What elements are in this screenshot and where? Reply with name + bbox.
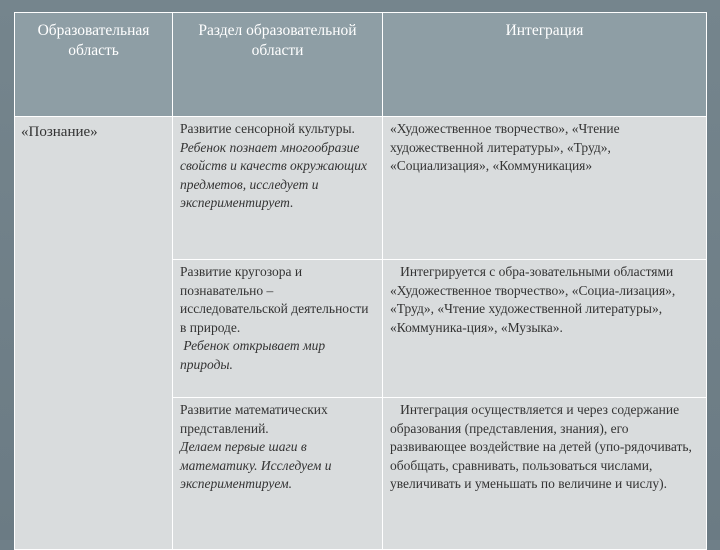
integration-cell: «Художественное творчество», «Чтение художественной литературы», «Труд», «Социализация», «Коммуникация»: [383, 117, 707, 260]
section-note: Ребенок открывает мир природы.: [180, 338, 329, 372]
section-cell: [173, 117, 383, 260]
section-title: Развитие математических представлений.: [180, 402, 328, 436]
header-area: Образовательная область: [15, 13, 173, 117]
area-cell: «Познание»: [15, 117, 173, 550]
section-note: Делаем первые шаги в математику. Исследуем и экспериментируем.: [180, 439, 332, 492]
section-note: Ребенок познает многообразие свойств и качеств окружающих предметов, исследует и экспериментирует.: [180, 139, 367, 211]
header-integration: Интеграция: [383, 13, 707, 117]
section-cell: [173, 398, 383, 550]
table-row: [15, 117, 707, 260]
section-cell: [173, 260, 383, 398]
integration-cell: Интегрируется с обра-зовательными областями «Художественное творчество», «Социа-лизация», «Труд», «Чтение художественной литературы», «Коммуника-ция», «Музыка».: [383, 260, 707, 398]
section-title: Развитие сенсорной культуры.: [180, 121, 355, 136]
section-title: Развитие кругозора и познавательно – исследовательской деятельности в природе.: [180, 264, 369, 335]
header-row: [15, 13, 707, 117]
education-table: [14, 12, 707, 550]
header-section: Раздел образовательной области: [173, 13, 383, 117]
integration-cell: Интеграция осуществляется и через содержание образования (представления, знания), его развивающее воздействие на детей (упо-рядочивать, обобщать, сравнивать, пользоваться числами, увеличивать и уменьшать по величине и числу).: [383, 398, 707, 550]
